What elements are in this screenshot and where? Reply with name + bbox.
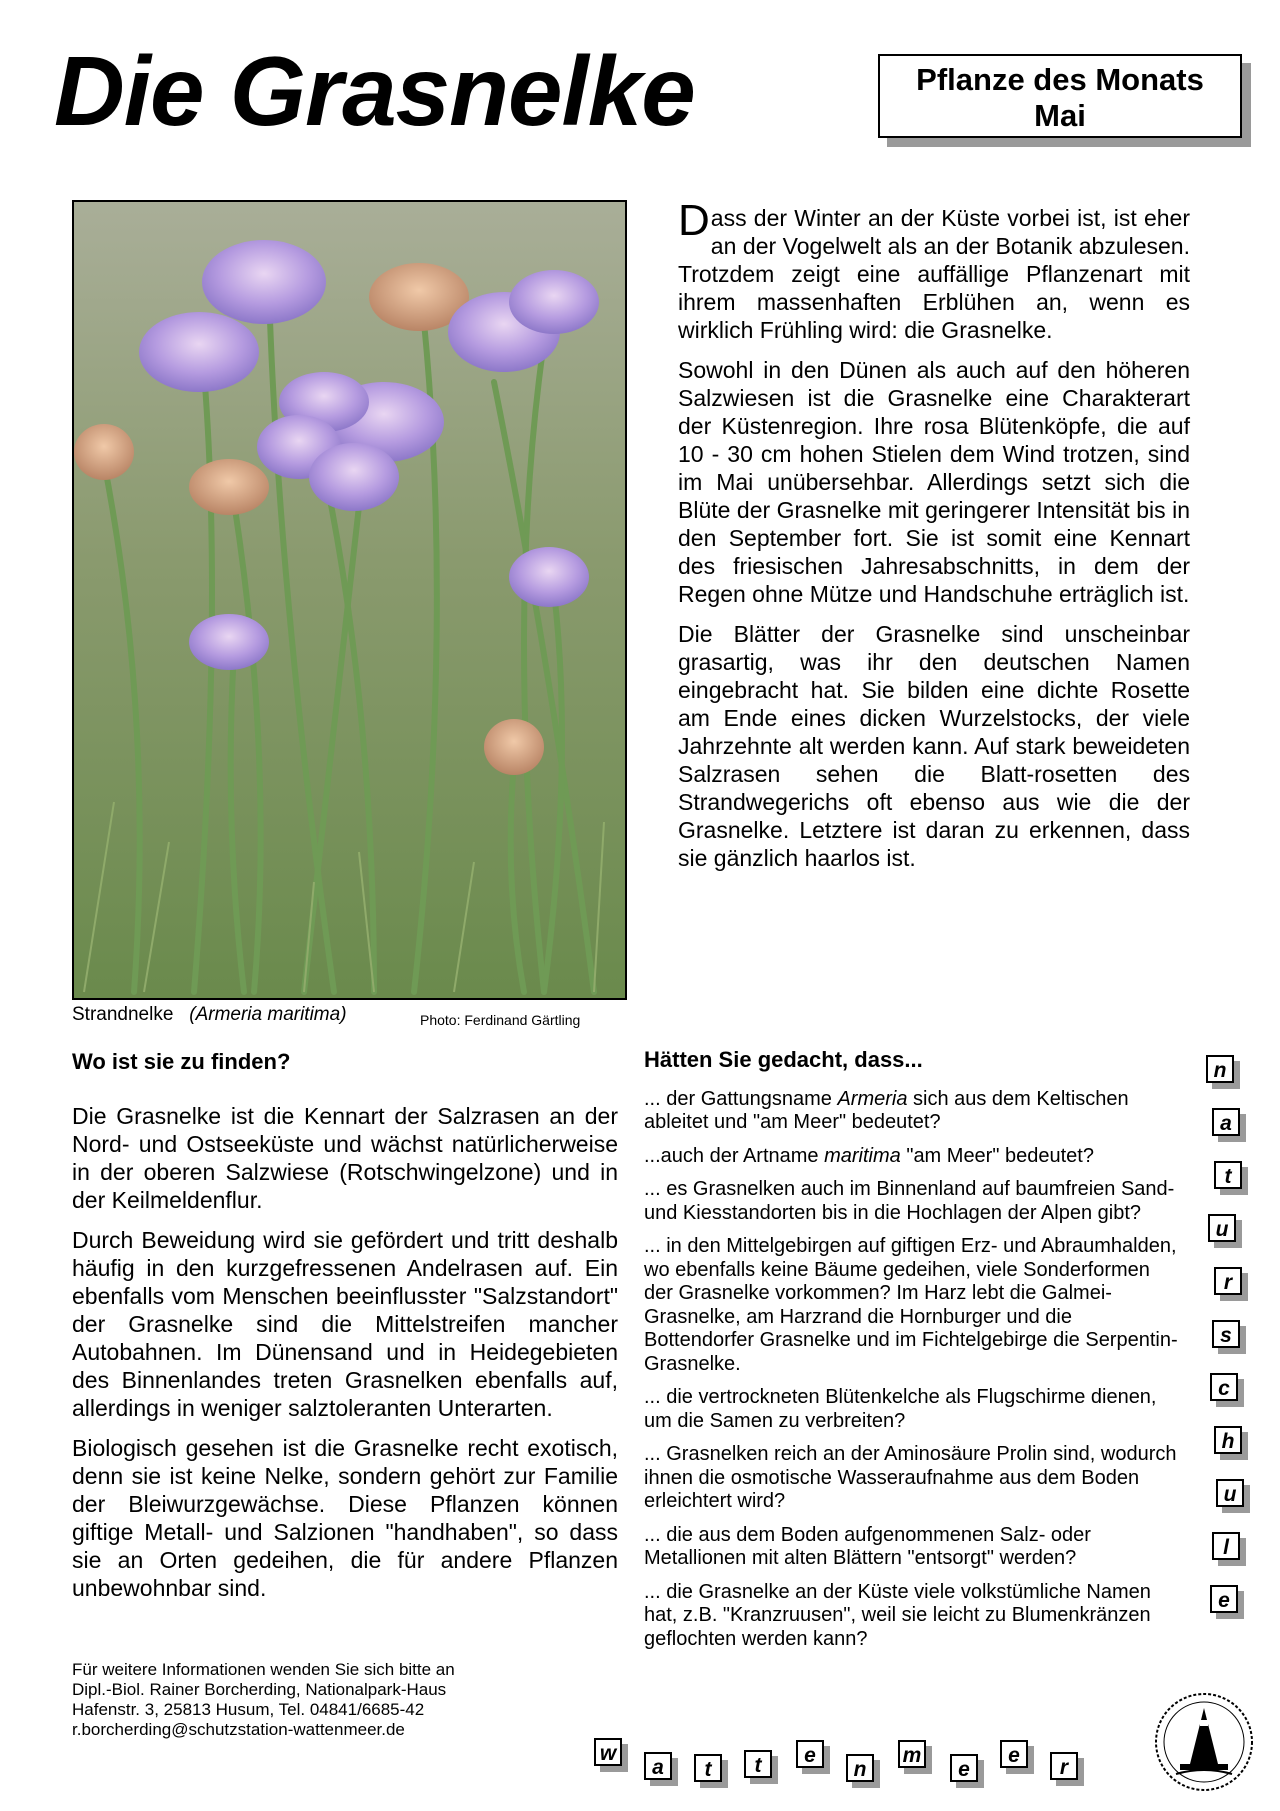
fact-item: ... Grasnelken reich an der Aminosäure Prolin sind, wodurch ihnen die osmotische Wasseraufnahme aus dem Boden erleichtert wird? [644,1443,1177,1512]
contact-info [72,1660,455,1740]
fact-item: ... die Grasnelke an der Küste viele volkstümliche Namen hat, z.B. "Kranzruusen", weil sie leicht zu Blumenkränzen geflochten werden kann? [644,1580,1151,1650]
facts-section [644,1048,1184,1661]
drop-cap: D [678,196,710,245]
fact-item [644,1145,1184,1169]
where-section [72,1048,618,1614]
fact-item [644,1088,1184,1135]
intro-paragraph-1 [678,196,1190,344]
fact-text: ...auch der Artname [644,1144,825,1167]
intro-paragraph-3: Die Blätter der Grasnelke sind unscheinbar grasartig, was ihr den deutschen Namen eingebracht hat. Sie bilden eine dichte Rosette am Ende eines dicken Wurzelstocks, der viele Jahrzehnte alt werden kann. Auf stark beweideten Salzrasen sehen die Blatt-rosetten des Strandwegerichs oft ebenso aus wie die der Grasnelke. Letztere ist daran zu erkennen, dass sie gänzlich haarlos ist. [678,621,1190,871]
caption-latin-name: (Armeria maritima) [189,1004,347,1025]
bottom-letter-tile: t [694,1754,722,1782]
fact-text: sich aus dem Keltischen ableitet und "am Meer" bedeutet? [644,1087,1129,1133]
intro-paragraph-2: Sowohl in den Dünen als auch auf den höheren Salzwiesen ist die Grasnelke eine Charakterart der Küstenregion. Ihre rosa Blütenköpfe, die auf 10 - 30 cm hohen Stielen dem Wind trotzen, sind im Mai unübersehbar. Allerdings setzt sich die Blüte der Grasnelke mit geringerer Intensität bis in den September fort. Sie ist somit eine Kennart des friesischen Jahresabschnitts, in dem der Regen ohne Mütze und Handschuhe erträglich ist. [678,357,1190,607]
plant-photo [72,200,627,1000]
fact-item: ... in den Mittelgebirgen auf giftigen Erz- und Abraumhalden, wo ebenfalls keine Bäume gedeihen, viele Sonderformen der Grasnelke vorkommen? Im Harz lebt die Galmei-Grasnelke, am Harzrand die Hornburger und die Bottendorfer Grasnelke und im Fichtelgebirge die Serpentin-Grasnelke. [644,1235,1178,1375]
side-letter-tile: l [1212,1532,1240,1560]
where-paragraph-1: Die Grasnelke ist die Kennart der Salzrasen an der Nord- und Ostseeküste und wächst natürlicherweise in der oberen Salzwiese (Rotschwingelzone) und in der Keilmeldenflur. [72,1103,618,1213]
side-letter-tile: s [1212,1320,1240,1348]
badge-line-1: Pflanze des Monats [916,62,1204,97]
where-heading: Wo ist sie zu finden? [72,1049,291,1074]
bottom-letter-tile: n [846,1754,874,1782]
bottom-letter-tile: e [796,1740,824,1768]
facts-heading: Hätten Sie gedacht, dass... [644,1047,923,1072]
contact-line: Hafenstr. 3, 25813 Husum, Tel. 04841/6685-42 [72,1700,425,1719]
bottom-letter-tile: e [950,1754,978,1782]
fact-text: ... der Gattungsname [644,1087,838,1110]
page-title: Die Grasnelke [54,36,695,146]
intro-paragraph-1-text: ass der Winter an der Küste vorbei ist, ist eher an der Vogelwelt als an der Botanik abzulesen. Trotzdem zeigt eine auffällige Pflanzenart mit ihrem massenhaften Erblühen an, wenn es wirklich Frühling wird: die Grasnelke. [678,205,1190,343]
fact-item: ... die aus dem Boden aufgenommenen Salz- oder Metallionen mit alten Blättern "entsorgt" werden? [644,1523,1091,1569]
side-letter-tile: c [1210,1373,1238,1401]
fact-emphasis: maritima [824,1144,901,1167]
side-letter-tile: u [1216,1479,1244,1507]
contact-line: Für weitere Informationen wenden Sie sich bitte an [72,1660,455,1679]
bottom-letter-tile: w [594,1738,622,1766]
fact-item: ... die vertrockneten Blütenkelche als Flugschirme dienen, um die Samen zu verbreiten? [644,1386,1157,1432]
where-paragraph-2: Durch Beweidung wird sie gefördert und tritt deshalb häufig in den kurzgefressenen Andelrasen auf. Ein ebenfalls vom Menschen beeinflusster "Salzstandort" der Grasnelke sind die Mittelstreifen mancher Autobahnen. Im Dünensand und in Heidegebieten des Binnenlandes treten Grasnelken ebenfalls auf, allerdings in weniger salztoleranten Unterarten. [72,1227,618,1421]
side-letter-tile: n [1206,1055,1234,1083]
bottom-letter-tile: e [1000,1740,1028,1768]
fact-item: ... es Grasnelken auch im Binnenland auf baumfreien Sand- und Kiesstandorten bis in die Hochlagen der Alpen gibt? [644,1178,1175,1224]
plant-of-month-badge [878,54,1242,138]
where-paragraph-3: Biologisch gesehen ist die Grasnelke recht exotisch, denn sie ist keine Nelke, sondern gehört zur Familie der Bleiwurzgewächse. Diese Pflanzen können giftige Metall- und Salzionen "handhaben", so dass sie an Orten gedeihen, die für andere Pflanzen unbewohnbar sind. [72,1435,618,1601]
badge-line-2: Mai [1034,98,1086,133]
caption-common-name: Strandnelke [72,1004,174,1025]
contact-email: r.borcherding@schutzstation-wattenmeer.de [72,1720,405,1739]
intro-text [678,196,1190,884]
fact-emphasis: Armeria [837,1087,908,1110]
side-letter-tile: t [1214,1161,1242,1189]
side-letter-tile: r [1214,1267,1242,1295]
side-letter-tile: e [1210,1585,1238,1613]
side-letter-tile: h [1214,1426,1242,1454]
thrift-flowers-illustration [74,202,625,998]
bottom-letter-tile: t [744,1750,772,1778]
organization-seal-logo [1152,1690,1256,1794]
bottom-letter-tile: r [1050,1752,1078,1780]
photo-caption [72,1004,347,1026]
contact-line: Dipl.-Biol. Rainer Borcherding, Nationalpark-Haus [72,1680,447,1699]
side-letter-tile: a [1212,1108,1240,1136]
side-letter-tile: u [1208,1214,1236,1242]
photo-credit: Photo: Ferdinand Gärtling [420,1012,581,1028]
bottom-letter-tile: m [898,1740,926,1768]
fact-text: "am Meer" bedeutet? [900,1144,1094,1167]
bottom-letter-tile: a [644,1752,672,1780]
